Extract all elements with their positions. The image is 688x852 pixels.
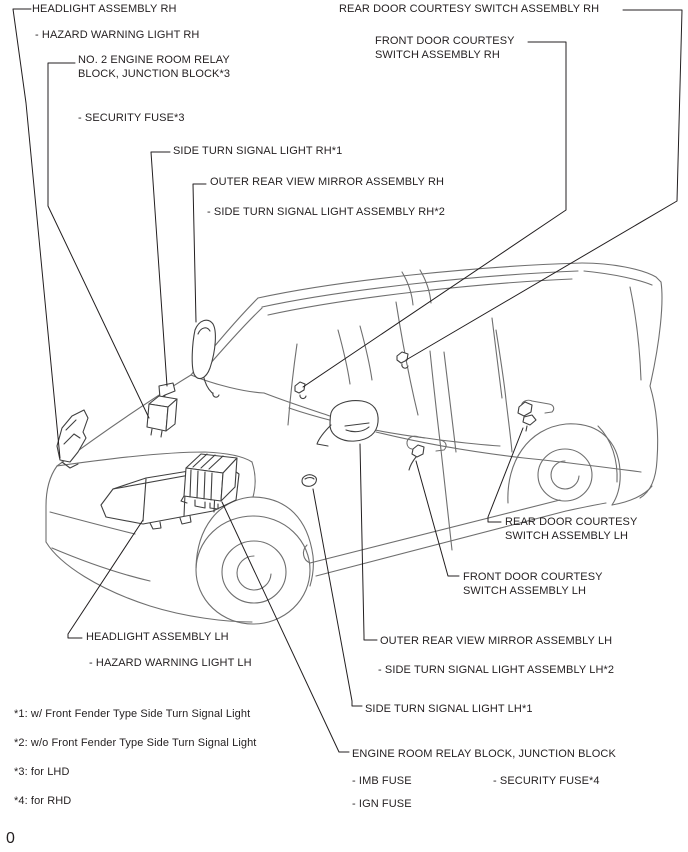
footnote-2: *2: w/o Front Fender Type Side Turn Signal Light [14, 737, 257, 749]
callout-engine-room-relay-block: ENGINE ROOM RELAY BLOCK, JUNCTION BLOCK [352, 748, 616, 760]
footnote-4: *4: for RHD [14, 795, 72, 807]
callout-line-2: SWITCH ASSEMBLY LH [505, 530, 629, 542]
leader-mirror-lh [360, 444, 377, 640]
leader-headlight-lh [68, 520, 143, 638]
leader-side-turn-lh [313, 489, 362, 706]
leader-rear-door-rh [406, 10, 682, 360]
footnote-3: *3: for LHD [14, 766, 70, 778]
page-number: 0 [6, 830, 15, 847]
callout-outer-mirror-rh: OUTER REAR VIEW MIRROR ASSEMBLY RH [210, 176, 445, 188]
rear-courtesy-switch-lh-glyph [518, 402, 536, 431]
callout-front-door-courtesy-switch-lh [463, 570, 603, 598]
callout-line-2: SWITCH ASSEMBLY RH [375, 49, 500, 61]
callout-headlight-assembly-rh: HEADLIGHT ASSEMBLY RH [32, 3, 177, 15]
leader-headlight-rh [13, 9, 60, 458]
callout-no2-engine-room-relay-block [78, 53, 230, 81]
callout-side-turn-signal-assembly-rh: - SIDE TURN SIGNAL LIGHT ASSEMBLY RH*2 [207, 206, 445, 218]
callout-imb-fuse: - IMB FUSE [352, 775, 412, 787]
callout-headlight-assembly-lh: HEADLIGHT ASSEMBLY LH [86, 631, 229, 643]
leader-rear-door-lh [488, 428, 523, 522]
callout-line-1: NO. 2 ENGINE ROOM RELAY [78, 54, 230, 66]
callout-side-turn-signal-assembly-lh: - SIDE TURN SIGNAL LIGHT ASSEMBLY LH*2 [378, 664, 615, 676]
callout-rear-door-courtesy-switch-lh [505, 515, 637, 543]
callout-line-2: SWITCH ASSEMBLY LH [463, 585, 587, 597]
callout-line-1: FRONT DOOR COURTESY [463, 571, 603, 583]
callout-ign-fuse: - IGN FUSE [352, 798, 412, 810]
callout-hazard-warning-light-lh: - HAZARD WARNING LIGHT LH [89, 657, 252, 669]
callout-security-fuse-3: - SECURITY FUSE*3 [78, 112, 185, 124]
callout-side-turn-signal-light-rh: SIDE TURN SIGNAL LIGHT RH*1 [173, 145, 343, 157]
leader-side-turn-rh [151, 152, 170, 386]
callout-line-1: FRONT DOOR COURTESY [375, 35, 515, 47]
leader-mirror-rh [193, 184, 206, 322]
footnote-1: *1: w/ Front Fender Type Side Turn Signal Light [14, 708, 251, 720]
headlight-rh-glyph [57, 410, 88, 468]
leader-front-door-lh [416, 461, 459, 576]
callout-front-door-courtesy-switch-rh [375, 34, 515, 62]
front-courtesy-switch-rh-glyph [295, 382, 306, 399]
callout-line-1: REAR DOOR COURTESY [505, 516, 638, 528]
callout-rear-door-courtesy-switch-rh: REAR DOOR COURTESY SWITCH ASSEMBLY RH [339, 3, 600, 15]
side-turn-signal-lh-glyph [302, 475, 316, 486]
mirror-lh-glyph [317, 401, 378, 446]
callout-security-fuse-4: - SECURITY FUSE*4 [493, 775, 600, 787]
callout-hazard-warning-light-rh: - HAZARD WARNING LIGHT RH [35, 29, 200, 41]
callout-outer-mirror-lh: OUTER REAR VIEW MIRROR ASSEMBLY LH [380, 635, 613, 647]
callout-side-turn-signal-light-lh: SIDE TURN SIGNAL LIGHT LH*1 [365, 703, 533, 715]
callout-line-2: BLOCK, JUNCTION BLOCK*3 [78, 68, 231, 80]
no2-relay-block-glyph [147, 383, 177, 437]
